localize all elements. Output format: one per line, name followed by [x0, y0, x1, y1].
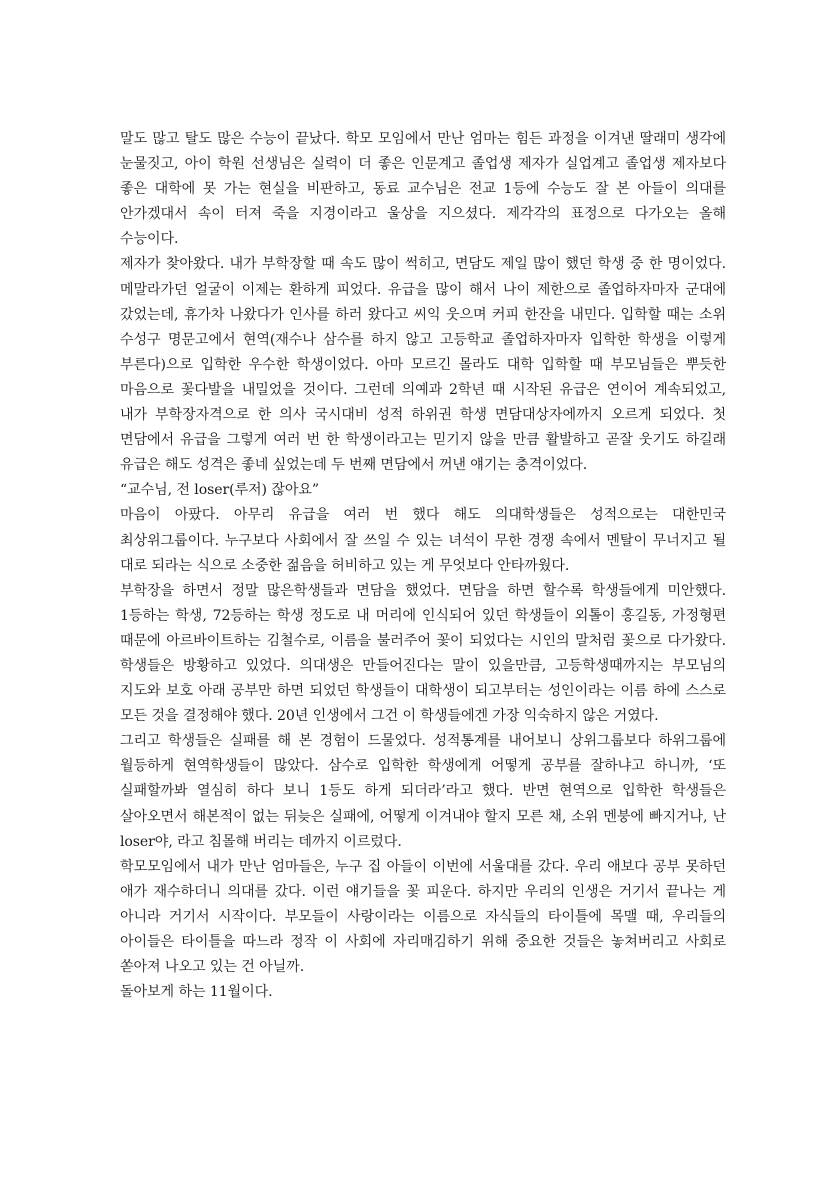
- paragraph-heartache: 마음이 아팠다. 아무리 유급을 여러 번 했다 해도 의대학생들은 성적으로는 대한민국 최상위그룹이다. 누구보다 사회에서 잘 쓰일 수 있는 녀석이 무한 경쟁 속에서 멘탈이 무너지고 될 대로 되라는 식으로 소중한 젊음을 허비하고 있는 게 무엇보다 안타까웠다.: [120, 507, 727, 574]
- paragraph-student-visit: 제자가 찾아왔다. 내가 부학장할 때 속도 많이 썩히고, 면담도 제일 많이 했던 학생 중 한 명이었다. 메말라가던 얼굴이 이제는 환하게 피었다. 유급을 많이 해서 나이 제한으로 졸업하자마자 군대에 갔었는데, 휴가차 나왔다가 인사를 하러 왔다고 씨익 웃으며 커피 한잔을 내민다. 입학할 때는 소위 수성구 명문고에서 현역(재수나 삼수를 하지 않고 고등학교 졸업하자마자 입학한 학생을 이렇게 부른다)으로 입학한 우수한 학생이었다. 아마 모르긴 몰라도 대학 입학할 때 부모님들은 뿌듯한 마음으로 꽃다발을 내밀었을 것이다. 그런데 의예과 2학년 때 시작된 유급은 연이어 계속되었고, 내가 부학장자격으로 한 의사 국시대비 성적 하위권 학생 면담대상자에까지 오르게 되었다. 첫 면담에서 유급을 그렇게 여러 번 한 학생이라고는 믿기지 않을 만큼 활발하고 곧잘 웃기도 하길래 유급은 해도 성격은 좋네 싶었는데 두 번째 면담에서 꺼낸 얘기는 충격이었다.: [120, 256, 726, 474]
- document-body: [120, 127, 726, 1005]
- paragraph-suneung-intro: 말도 많고 탈도 많은 수능이 끝났다. 학모 모임에서 만난 엄마는 힘든 과정을 이겨낸 딸래미 생각에 눈물짓고, 아이 학원 선생님은 실력이 더 좋은 인문계고 졸업생 제자가 실업계고 졸업생 제자보다 좋은 대학에 못 가는 현실을 비판하고, 동료 교수님은 전교 1등에 수능도 잘 본 아들이 의대를 안가겠대서 속이 터져 죽을 지경이라고 울상을 지으셨다. 제각각의 표정으로 다가오는 올해 수능이다.: [120, 131, 726, 248]
- paragraph-loser-quote: “교수님, 전 loser(루저) 잖아요”: [120, 482, 319, 499]
- paragraph-parents-meeting: 학모모임에서 내가 만난 엄마들은, 누구 집 아들이 이번에 서울대를 갔다. 우리 애보다 공부 못하던 애가 재수하더니 의대를 갔다. 이런 얘기들을 꽃 피운다. 하지만 우리의 인생은 거기서 끝나는 게 아니라 거기서 시작이다. 부모들이 사랑이라는 이름으로 자식들의 타이틀에 목맬 때, 우리들의 아이들은 타이틀을 따느라 정작 이 사회에 자리매김하기 위해 중요한 것들은 놓쳐버리고 사회로 쏟아져 나오고 있는 건 아닐까.: [120, 858, 726, 976]
- paragraph-failure-experience: 그리고 학생들은 실패를 해 본 경험이 드물었다. 성적통계를 내어보니 상위그룹보다 하위그룹에 월등하게 현역학생들이 많았다. 삼수로 입학한 학생에게 어떻게 공부를 잘하냐고 하니까, ‘또 실패할까봐 열심히 하다 보니 1등도 하게 되더라’라고 했다. 반면 현역으로 입학한 학생들은 살아오면서 해본적이 없는 뒤늦은 실패에, 어떻게 이겨내야 할지 모른 채, 소위 멘붕에 빠지거나, 난 loser야, 라고 침몰해 버리는 데까지 이르렀다.: [120, 733, 726, 850]
- paragraph-counseling: 부학장을 하면서 정말 많은학생들과 면담을 했었다. 면담을 하면 할수록 학생들에게 미안했다. 1등하는 학생, 72등하는 학생 정도로 내 머리에 인식되어 있던 학생들이 외톨이 홍길동, 가정형편 때문에 아르바이트하는 김철수로, 이름을 불러주어 꽃이 되었다는 시인의 말처럼 꽃으로 다가왔다. 학생들은 방황하고 있었다. 의대생은 만들어진다는 말이 있을만큼, 고등학생때까지는 부모님의 지도와 보호 아래 공부만 하면 되었던 학생들이 대학생이 되고부터는 성인이라는 이름 하에 스스로 모든 것을 결정해야 했다. 20년 인생에서 그건 이 학생들에겐 가장 익숙하지 않은 거였다.: [120, 582, 726, 725]
- paragraph-closing: 돌아보게 하는 11월이다.: [120, 984, 273, 1001]
